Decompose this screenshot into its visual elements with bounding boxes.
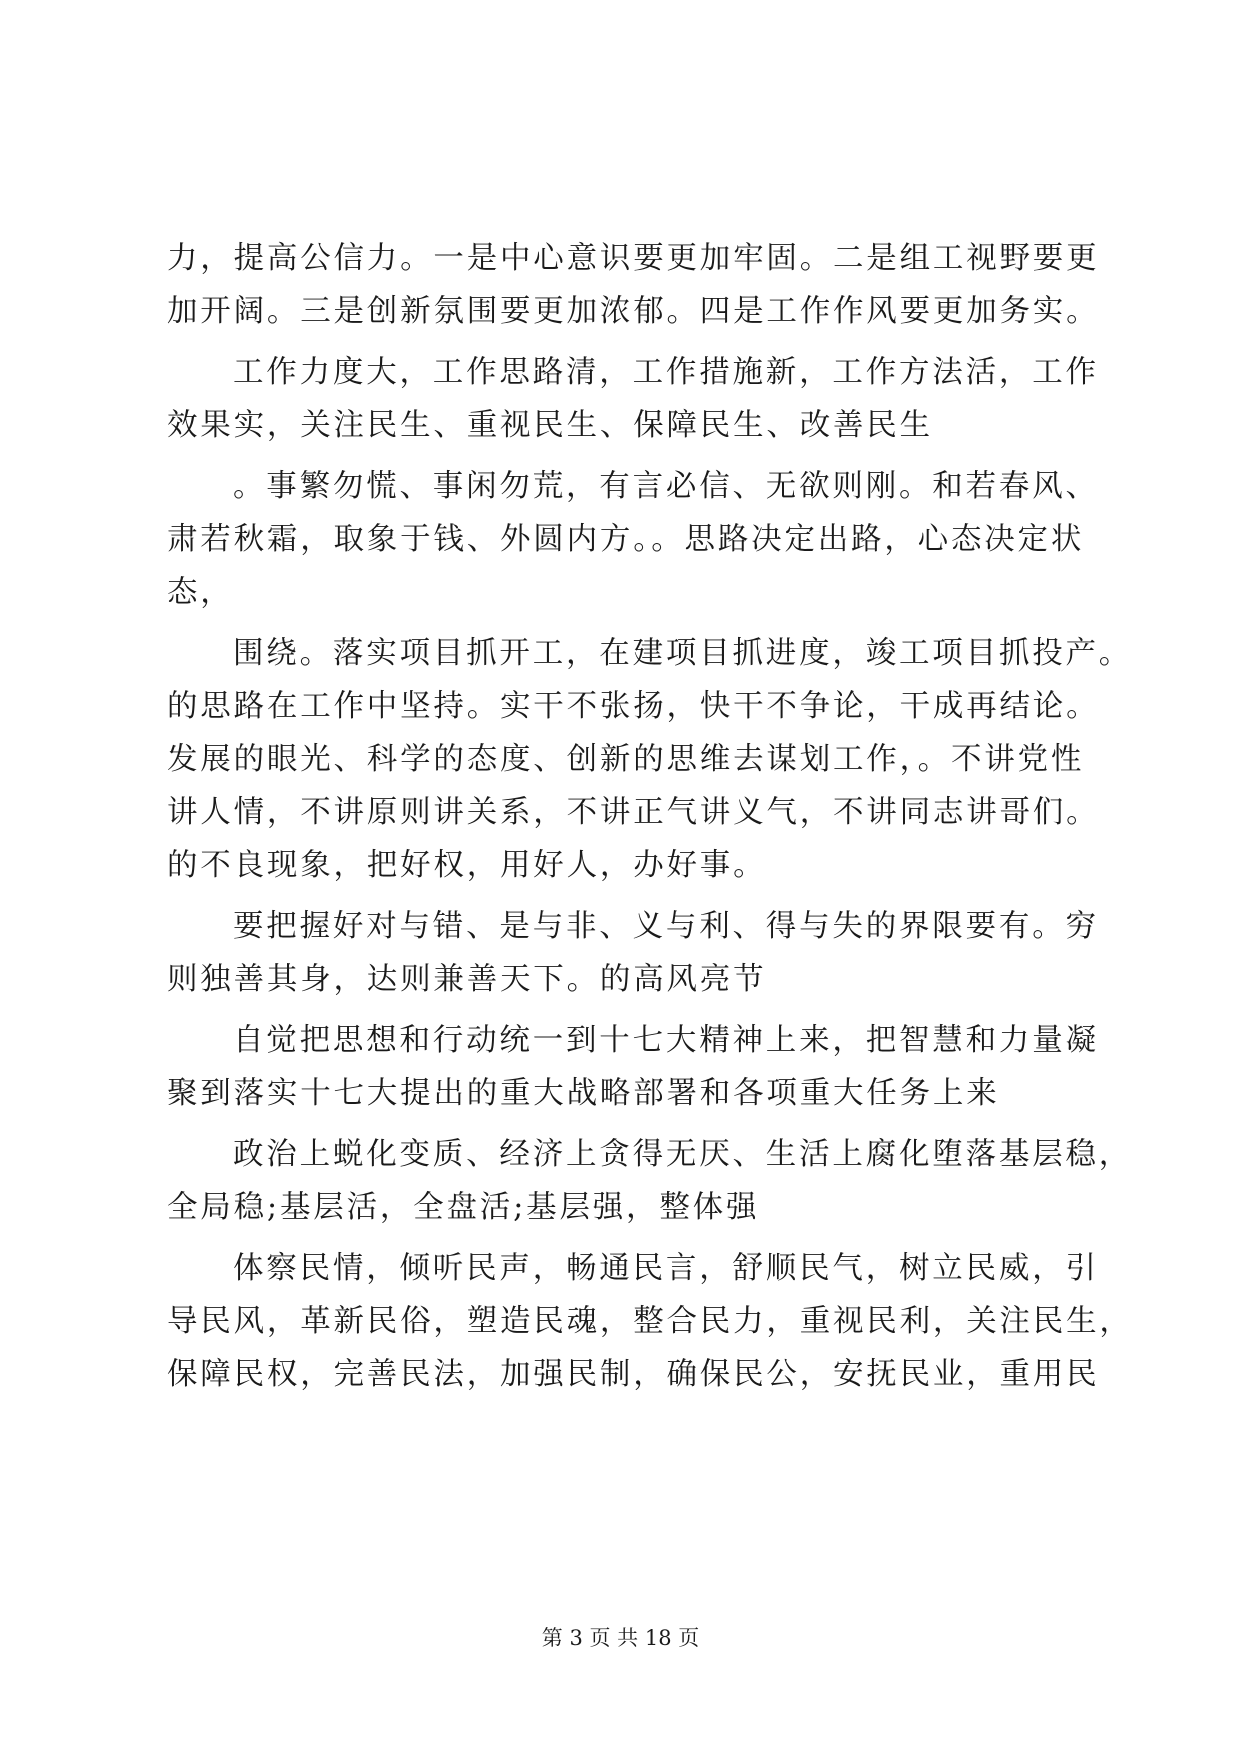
text-line: 的思路在工作中坚持。实干不张扬，快干不争论，干成再结论。 [167, 689, 1100, 724]
text-line: 全局稳;基层活，全盘活;基层强，整体强 [167, 1190, 760, 1225]
text-line: 加开阔。三是创新氛围要更加浓郁。四是工作作风要更加务实。 [167, 294, 1100, 329]
text-line: 保障民权，完善民法，加强民制，确保民公，安抚民业，重用民 [167, 1357, 1100, 1392]
page-number-footer: 第 3 页 共 18 页 [541, 1626, 700, 1650]
text-line: 。事繁勿慌、事闲勿荒，有言必信、无欲则刚。和若春风、 [233, 469, 1099, 504]
text-line: 体察民情，倾听民声，畅通民言，舒顺民气，树立民威，引 [233, 1251, 1099, 1286]
text-line: 聚到落实十七大提出的重大战略部署和各项重大任务上来 [167, 1076, 1000, 1111]
text-line: 工作力度大，工作思路清，工作措施新，工作方法活，工作 [233, 355, 1099, 390]
text-line: 政治上蜕化变质、经济上贪得无厌、生活上腐化堕落基层稳， [233, 1137, 1133, 1172]
text-line: 发展的眼光、科学的态度、创新的思维去谋划工作，。不讲党性 [167, 742, 1085, 777]
text-line: 力，提高公信力。一是中心意识要更加牢固。二是组工视野要更 [167, 241, 1100, 276]
text-line: 要把握好对与错、是与非、义与利、得与失的界限要有。穷 [233, 909, 1099, 944]
document-body [167, 232, 1133, 1401]
text-line: 围绕。落实项目抓开工，在建项目抓进度，竣工项目抓投产。 [233, 636, 1133, 671]
text-line: 讲人情，不讲原则讲关系，不讲正气讲义气，不讲同志讲哥们。 [167, 795, 1100, 830]
text-line: 效果实，关注民生、重视民生、保障民生、改善民生 [167, 408, 933, 443]
text-line: 的不良现象，把好权，用好人，办好事。 [167, 848, 767, 883]
text-line: 肃若秋霜，取象于钱、外圆内方。。思路决定出路，心态决定状 [167, 522, 1085, 557]
text-line: 态， [167, 575, 234, 610]
text-line: 自觉把思想和行动统一到十七大精神上来，把智慧和力量凝 [233, 1023, 1099, 1058]
text-line: 导民风，革新民俗，塑造民魂，整合民力，重视民利，关注民生， [167, 1304, 1133, 1339]
text-line: 则独善其身，达则兼善天下。的高风亮节 [167, 962, 767, 997]
